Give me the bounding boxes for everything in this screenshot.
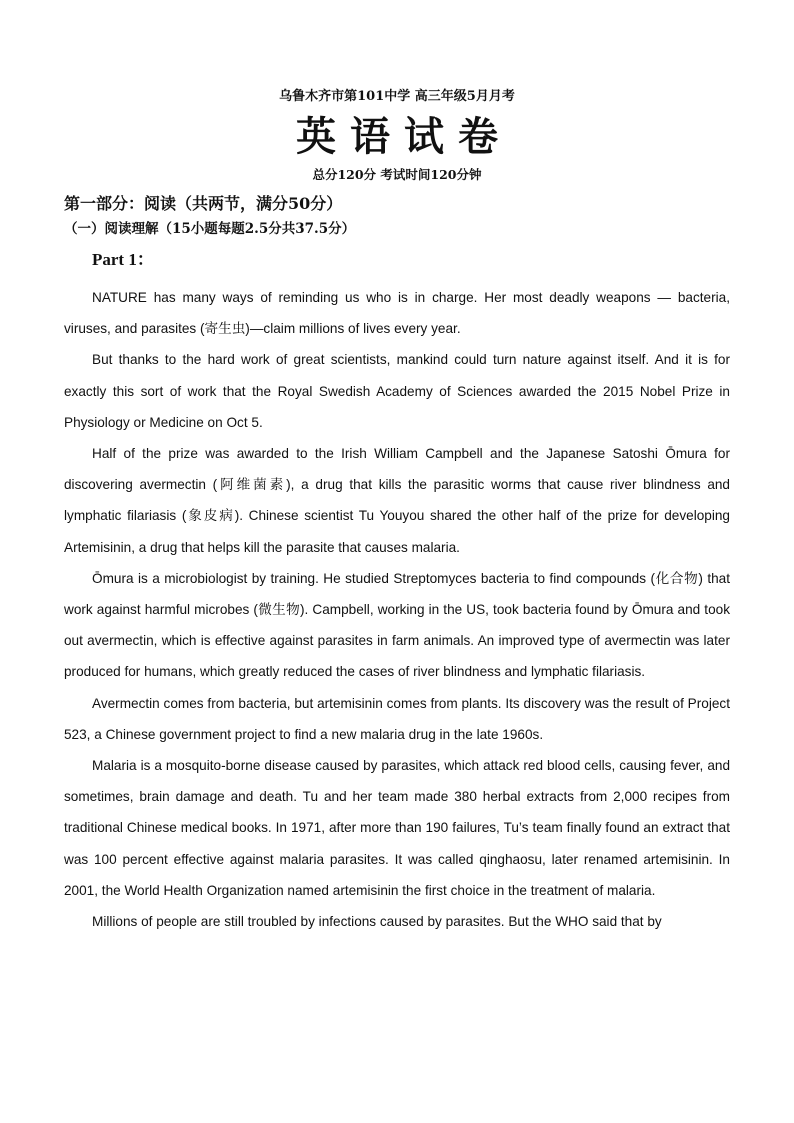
passage-paragraph: Malaria is a mosquito-borne disease caused by parasites, which attack red blood cells, causing fever, and sometimes, brain damage and death. Tu and her team made 380 herbal extracts from 2,000 recipes from traditional Chinese medical books. In 1971, after more than 190 failures, Tu’s team finally found an extract that was 100 percent effective against malaria parasites. It was called qinghaosu, later renamed artemisinin. In 2001, the World Health Organization named artemisinin the first choice in the treatment of malaria. bbox=[64, 758, 730, 898]
passage-paragraph: Half of the prize was awarded to the Irish William Campbell and the Japanese Satoshi Ōmura for discovering avermectin (阿维菌素), a drug that kills the parasitic worms that cause river blindness and lymphatic filariasis (象皮病). Chinese scientist Tu Youyou shared the other half of the prize for developing Artemisinin, a drug that helps kill the parasite that causes malaria. bbox=[64, 446, 730, 555]
passage-paragraph: But thanks to the hard work of great scientists, mankind could turn nature against itself. And it is for exactly this sort of work that the Royal Swedish Academy of Sciences awarded the 2015 Nobel Prize in Physiology or Medicine on Oct 5. bbox=[64, 352, 730, 430]
passage-paragraph: Ōmura is a microbiologist by training. He studied Streptomyces bacteria to find compounds (化合物) that work against harmful microbes (微生物). Campbell, working in the US, took bacteria found by Ōmura and took out avermectin, which is effective against parasites in farm animals. An improved type of avermectin was later produced for humans, which greatly reduced the cases of river blindness and lymphatic filariasis. bbox=[64, 570, 730, 680]
passage-paragraph: Avermectin comes from bacteria, but artemisinin comes from plants. Its discovery was the result of Project 523, a Chinese government project to find a new malaria drug in the late 1960s. bbox=[64, 695, 730, 742]
school-exam-line: 乌鲁木齐市第101中学 高三年级5月月考 bbox=[279, 89, 515, 104]
exam-score-time-info: 总分120分 考试时间120分钟 bbox=[312, 167, 482, 182]
exam-title: 英语试卷 bbox=[296, 113, 512, 160]
passage-paragraph: Millions of people are still troubled by infections caused by parasites. But the WHO said that by bbox=[92, 914, 662, 930]
subsection-heading: （一）阅读理解（15小题每题2.5分共37.5分） bbox=[64, 221, 356, 237]
part-label: Part 1： bbox=[92, 250, 154, 269]
passage-paragraph: NATURE has many ways of reminding us who is in charge. Her most deadly weapons — bacteria, viruses, and parasites (寄生虫)—claim millions of lives every year. bbox=[64, 290, 730, 337]
reading-passage bbox=[64, 282, 730, 937]
section-heading: 第一部分：阅读（共两节，满分50分） bbox=[64, 194, 343, 213]
